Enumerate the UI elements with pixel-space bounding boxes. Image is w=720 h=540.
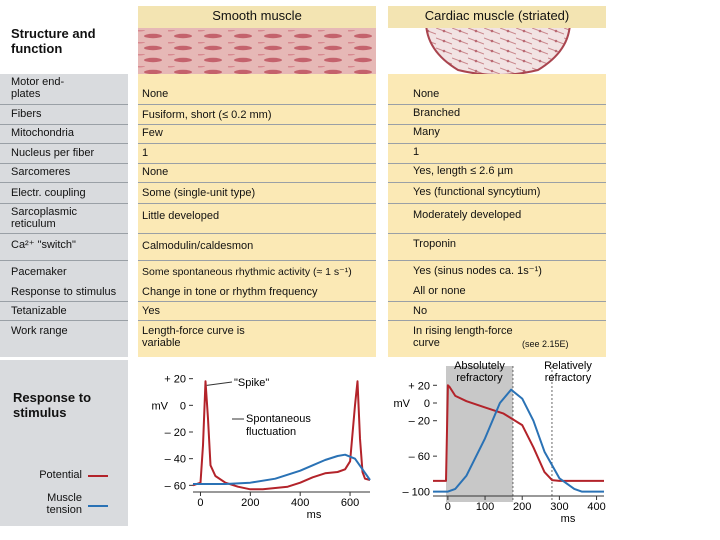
cardiac-cell: Yes (functional syncytium) — [413, 186, 541, 198]
row-label: Response to stimulus — [11, 286, 117, 298]
y-tick-label: – 100 — [402, 486, 430, 499]
smooth-cell: Little developed — [142, 210, 220, 222]
smooth-cell: Some (single-unit type) — [142, 187, 256, 199]
legend-tension-swatch — [88, 505, 108, 507]
row-label: Tetanizable — [11, 305, 67, 317]
legend-potential-swatch — [88, 475, 108, 477]
x-tick-label: 600 — [340, 497, 360, 509]
legend-potential: Potential — [39, 469, 82, 481]
smooth-cell: Calmodulin/caldesmon — [142, 240, 254, 252]
row-divider — [0, 124, 128, 125]
row-divider — [388, 320, 606, 321]
row-divider — [0, 260, 128, 261]
x-tick-label: 100 — [475, 501, 495, 513]
row-divider — [138, 233, 376, 234]
y-tick-label: + 20 — [408, 380, 430, 393]
row-divider — [0, 182, 128, 183]
fluctuation-annotation: Spontaneous — [246, 413, 311, 425]
row-divider — [388, 233, 606, 234]
smooth-muscle-header: Smooth muscle — [138, 6, 376, 28]
row-divider — [388, 104, 606, 105]
y-tick-label: – 20 — [164, 427, 186, 439]
row-divider — [0, 163, 128, 164]
row-label: Mitochondria — [11, 127, 74, 139]
page-title: Structure and function — [11, 26, 96, 56]
row-divider — [138, 143, 376, 144]
cardiac-cell: Troponin — [413, 238, 457, 250]
row-divider — [388, 163, 606, 164]
row-divider — [388, 143, 606, 144]
x-tick-label: 400 — [587, 501, 606, 513]
y-axis-label: mV — [393, 398, 410, 410]
row-label: Electr. coupling — [11, 187, 86, 199]
absolute-refractory-label: Absolutely — [454, 360, 505, 372]
row-divider — [0, 233, 128, 234]
smooth-cell: None — [142, 88, 169, 100]
smooth-cell: Some spontaneous rhythmic activity (≈ 1 s⁻¹) — [142, 266, 352, 278]
x-axis-label: ms — [560, 513, 576, 525]
x-tick-label: 200 — [241, 497, 260, 509]
spike-annotation-leader — [207, 382, 232, 385]
x-axis-label: ms — [306, 509, 322, 521]
row-divider — [138, 320, 376, 321]
smooth-cell: Fusiform, short (≤ 0.2 mm) — [142, 109, 272, 121]
smooth-cell: None — [142, 166, 169, 178]
cardiac-cell: All or none — [413, 285, 466, 297]
row-divider — [138, 104, 376, 105]
smooth-response-chart — [138, 360, 376, 526]
row-label: Sarcoplasmic reticulum — [11, 206, 78, 230]
cardiac-chart-svg — [388, 360, 606, 526]
cardiac-cell: None — [413, 88, 440, 100]
x-tick-label: 0 — [197, 497, 204, 509]
fluctuation-annotation: fluctuation — [246, 426, 297, 438]
x-tick-label: 300 — [550, 501, 569, 513]
cardiac-muscle-header: Cardiac muscle (striated) — [388, 6, 606, 28]
row-divider — [388, 124, 606, 125]
x-tick-label: 200 — [513, 501, 532, 513]
row-label: Fibers — [11, 108, 42, 120]
cardiac-cell: Yes, length ≤ 2.6 µm — [413, 165, 514, 177]
smooth-cell: 1 — [142, 147, 149, 159]
row-divider — [0, 320, 128, 321]
y-tick-label: + 20 — [164, 373, 186, 386]
row-divider — [0, 104, 128, 105]
row-divider — [138, 260, 376, 261]
row-label: Motor end-plates — [11, 76, 65, 100]
row-divider — [138, 203, 376, 204]
smooth-cell: Change in tone or rhythm frequency — [142, 286, 318, 298]
y-tick-label: 0 — [423, 398, 430, 410]
cardiac-cell: Many — [413, 126, 440, 138]
x-tick-label: 0 — [444, 501, 451, 513]
y-tick-label: – 40 — [164, 453, 186, 466]
y-tick-label: – 60 — [408, 451, 430, 464]
row-label: Nucleus per fiber — [11, 147, 95, 159]
row-label: Sarcomeres — [11, 166, 71, 178]
cardiac-cell: 1 — [413, 146, 420, 158]
cardiac-cell-reference: (see 2.15E) — [522, 339, 569, 349]
row-label: Ca²⁺ "switch" — [11, 239, 76, 251]
response-heading: Response to stimulus — [13, 390, 92, 420]
row-divider — [388, 301, 606, 302]
cardiac-cell: Yes (sinus nodes ca. 1s⁻¹) — [413, 265, 542, 277]
row-divider — [388, 203, 606, 204]
absolute-refractory-band — [446, 366, 513, 502]
row-divider — [388, 260, 606, 261]
relative-refractory-label: Relatively — [544, 360, 592, 372]
smooth-cell: Yes — [142, 305, 160, 317]
smooth-cell: Few — [142, 127, 163, 139]
row-divider — [0, 203, 128, 204]
x-tick-label: 400 — [291, 497, 310, 509]
y-tick-label: – 20 — [408, 415, 430, 428]
y-tick-label: 0 — [179, 400, 186, 413]
y-tick-label: – 60 — [164, 480, 186, 493]
absolute-refractory-label: refractory — [456, 372, 503, 384]
relative-refractory-label: refractory — [544, 372, 592, 384]
row-label: Pacemaker — [11, 266, 67, 278]
row-divider — [138, 301, 376, 302]
spike-annotation: "Spike" — [234, 377, 270, 389]
cardiac-cell: Branched — [413, 107, 461, 119]
smooth-chart-svg — [138, 360, 376, 526]
cardiac-cell: Moderately developed — [413, 209, 522, 221]
row-divider — [138, 163, 376, 164]
row-divider — [138, 124, 376, 125]
legend-tension: Muscle tension — [46, 492, 82, 516]
cardiac-cell: In rising length-force curve — [413, 325, 513, 349]
cardiac-cell: No — [413, 305, 428, 317]
row-divider — [0, 143, 128, 144]
y-axis-label: mV — [151, 400, 168, 413]
row-label: Work range — [11, 325, 68, 337]
row-divider — [388, 182, 606, 183]
row-divider — [0, 301, 128, 302]
smooth-cell: Length-force curve is variable — [142, 325, 245, 349]
row-divider — [138, 182, 376, 183]
cardiac-response-chart — [388, 360, 606, 526]
